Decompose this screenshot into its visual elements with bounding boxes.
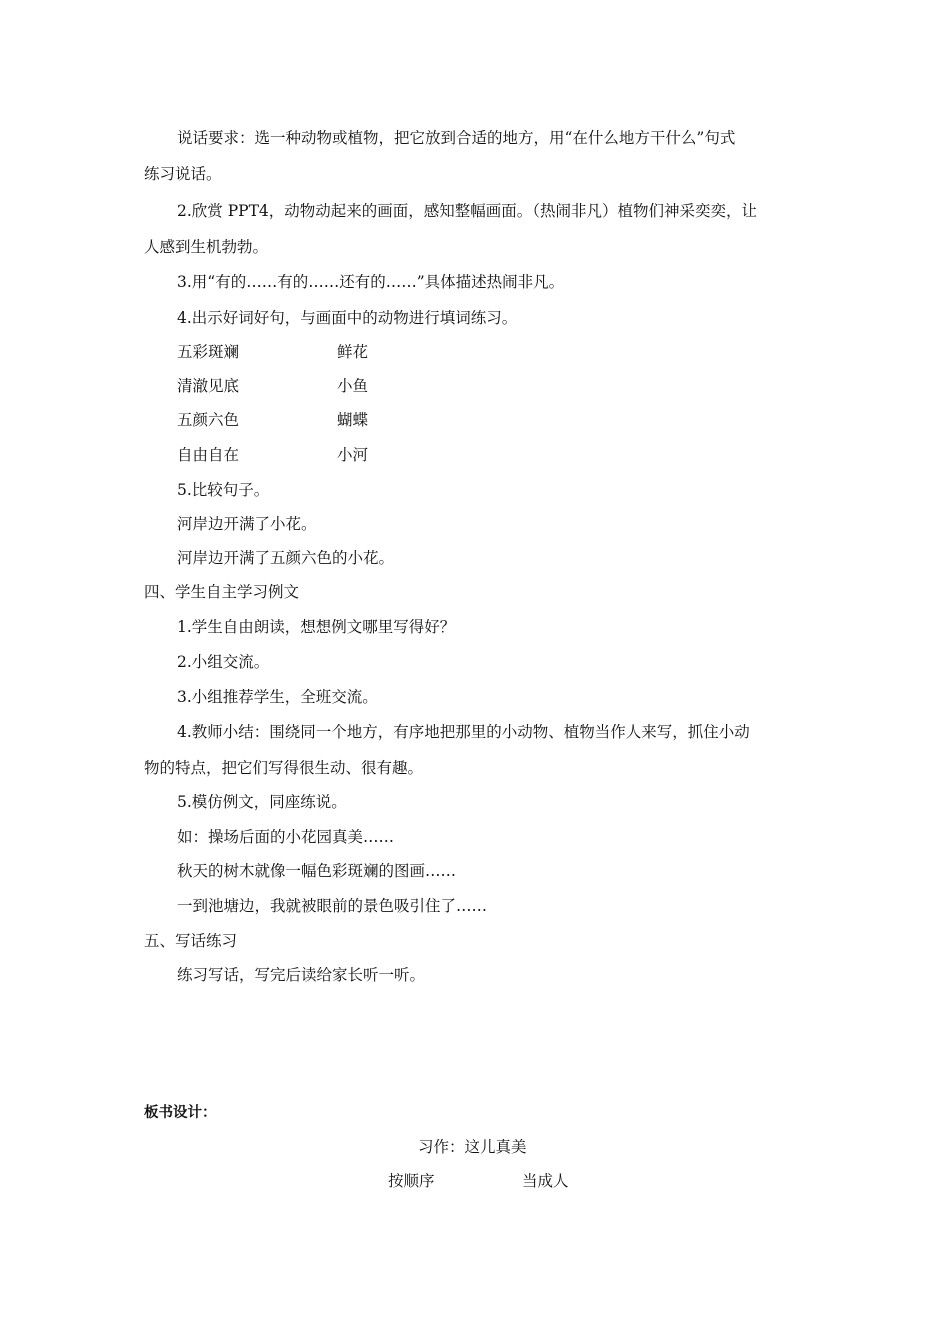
example-sentence: 如：操场后面的小花园真美…… xyxy=(177,828,395,846)
list-item: 3.小组推荐学生，全班交流。 xyxy=(177,688,378,706)
paragraph-ppt4: 2.欣赏 PPT4，动物动起来的画面，感知整幅画面。（热闹非凡）植物们神采奕奕，让 xyxy=(177,202,758,220)
example-sentence: 河岸边开满了小花。 xyxy=(177,515,317,533)
paragraph-ppt4-cont: 人感到生机勃勃。 xyxy=(144,238,269,256)
list-item: 1.学生自由朗读，想想例文哪里写得好？ xyxy=(177,618,456,636)
word-pair-right: 蝴蝶 xyxy=(337,411,369,429)
board-title: 习作：这儿真美 xyxy=(418,1138,527,1156)
list-item: 4.教师小结：围绕同一个地方，有序地把那里的小动物、植物当作人来写，抓住小动 xyxy=(177,723,750,741)
word-pair-right: 小鱼 xyxy=(337,377,369,395)
paragraph-writing-practice: 练习写话，写完后读给家长听一听。 xyxy=(177,966,426,984)
list-item-cont: 物的特点，把它们写得很生动、很有趣。 xyxy=(144,759,424,777)
board-design-label: 板书设计： xyxy=(144,1105,217,1121)
example-sentence: 河岸边开满了五颜六色的小花。 xyxy=(177,549,395,567)
word-pair-left: 五颜六色 xyxy=(177,411,240,429)
word-pair-left: 自由自在 xyxy=(177,446,240,464)
paragraph-compare: 5.比较句子。 xyxy=(177,481,270,499)
board-item-right: 当成人 xyxy=(522,1172,569,1190)
list-item: 5.模仿例文，同座练说。 xyxy=(177,793,347,811)
word-pair-right: 小河 xyxy=(337,446,369,464)
example-sentence: 一到池塘边，我就被眼前的景色吸引住了…… xyxy=(177,897,488,915)
list-item: 2.小组交流。 xyxy=(177,653,270,671)
section-heading-5: 五、写话练习 xyxy=(144,932,238,950)
board-item-left: 按顺序 xyxy=(388,1172,435,1190)
word-pair-left: 五彩斑斓 xyxy=(177,343,240,361)
section-heading-4: 四、学生自主学习例文 xyxy=(144,583,300,601)
paragraph-describe: 3.用“有的……有的……还有的……”具体描述热闹非凡。 xyxy=(177,273,565,291)
paragraph-fill-words: 4.出示好词好句，与画面中的动物进行填词练习。 xyxy=(177,309,518,327)
word-pair-right: 鲜花 xyxy=(337,343,369,361)
word-pair-left: 清澈见底 xyxy=(177,377,240,395)
paragraph-speaking-requirement: 说话要求：选一种动物或植物，把它放到合适的地方，用“在什么地方干什么”句式 xyxy=(177,129,736,147)
example-sentence: 秋天的树木就像一幅色彩斑斓的图画…… xyxy=(177,862,457,880)
paragraph-speaking-requirement-cont: 练习说话。 xyxy=(144,165,222,183)
